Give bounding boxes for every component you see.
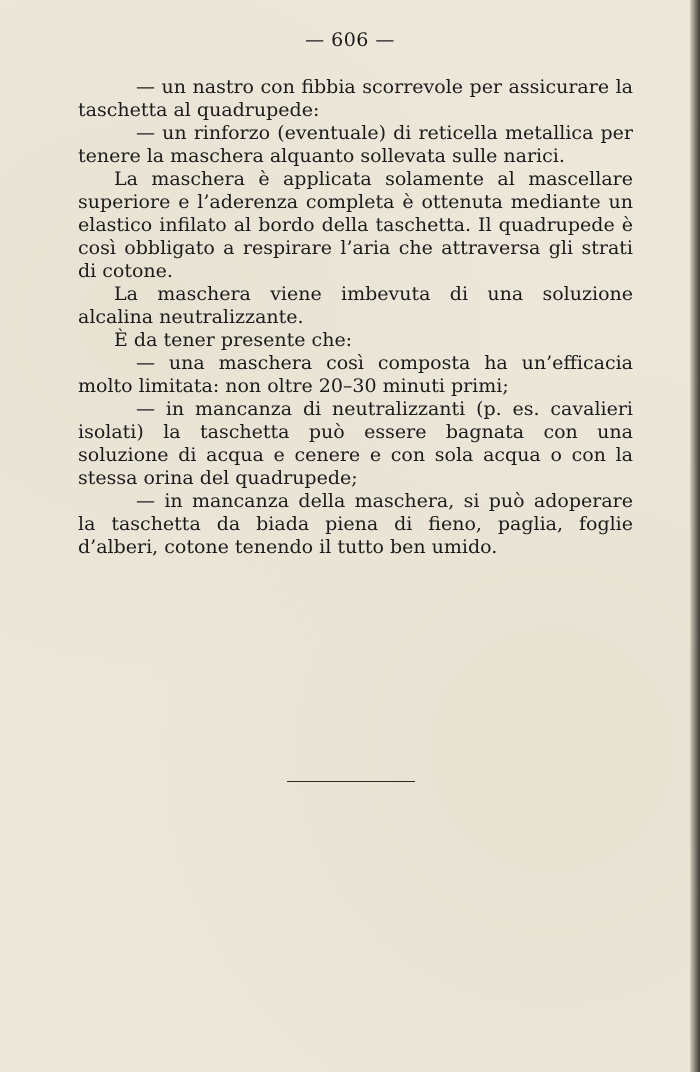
paragraph-no-mask: — in mancanza della maschera, si può adoperare la taschetta da biada piena di fieno, paglia, foglie d’alberi, cotone tenendo il tutto ben umido. xyxy=(78,490,633,558)
paragraph-reinforcement: — un rinforzo (eventuale) di reticella metallica per tenere la maschera alquanto sollevata sulle narici. xyxy=(78,122,633,167)
page-edge xyxy=(690,0,700,1072)
paragraph-no-neutralizers: — in mancanza di neutralizzanti (p. es. cavalieri isolati) la taschetta può essere bagnata con una soluzione di acqua e cenere e con sola acqua o con la stessa orina del quadrupede; xyxy=(78,398,633,489)
paragraph-mask-application: La maschera è applicata solamente al mascellare superiore e l’aderenza completa è ottenuta mediante un elastico infilato al bordo della taschetta. Il quadrupede è così obbligato a respirare l’aria che attraversa gli strati di cotone. xyxy=(78,168,633,282)
section-divider xyxy=(287,781,415,782)
page-number: — 606 — xyxy=(305,29,395,51)
paragraph-alkaline-solution: La maschera viene imbevuta di una soluzione alcalina neutralizzante. xyxy=(78,283,633,328)
paragraph-limited-efficacy: — una maschera così composta ha un’efficacia molto limitata: non oltre 20–30 minuti primi; xyxy=(78,352,633,397)
paragraph-strap: — un nastro con fibbia scorrevole per assicurare la taschetta al quadrupede: xyxy=(78,76,633,121)
paragraph-note-intro: È da tener presente che: xyxy=(114,329,353,351)
body-text xyxy=(78,76,633,559)
